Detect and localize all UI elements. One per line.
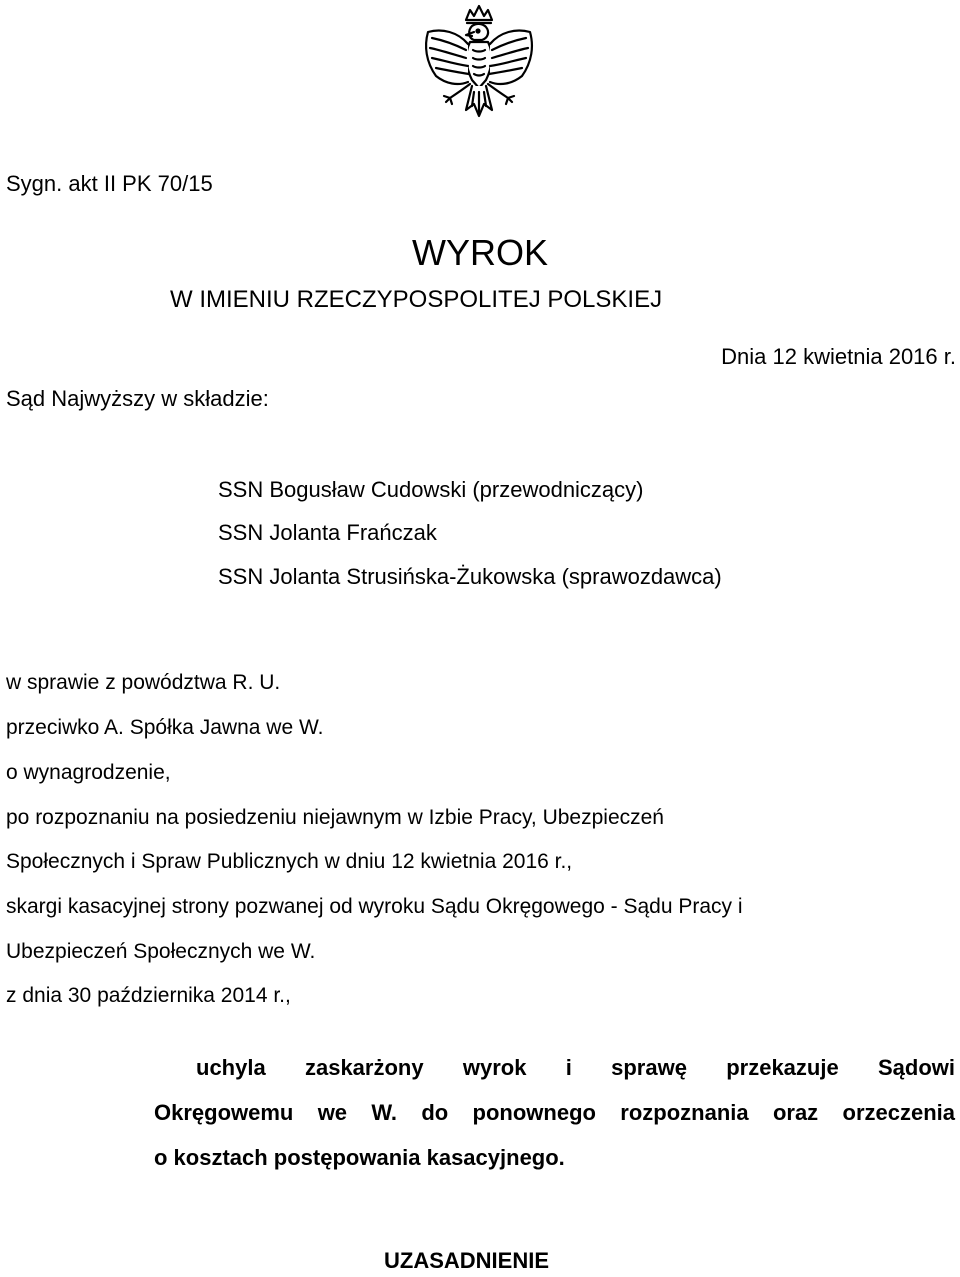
composition-label: Sąd Najwyższy w składzie: [6, 386, 269, 411]
case-line-appeal-date: z dnia 30 października 2014 r., [6, 984, 291, 1007]
ruling-line: o kosztach postępowania kasacyjnego. [154, 1145, 565, 1170]
judge-member: SSN Jolanta Frańczak [218, 520, 437, 545]
judgment-date: Dnia 12 kwietnia 2016 r. [721, 344, 956, 369]
document-subtitle: W IMIENIU RZECZYPOSPOLITEJ POLSKIEJ [170, 286, 663, 313]
case-line-hearing-cont: Społecznych i Spraw Publicznych w dniu 12 kwietnia 2016 r., [6, 850, 573, 873]
polish-eagle-emblem-icon [412, 2, 546, 136]
case-line-appeal-cont: Ubezpieczeń Społecznych we W. [6, 940, 316, 963]
ruling-line: Okręgowemu we W. do ponownego rozpoznania oraz orzeczenia [154, 1100, 955, 1125]
document-title: WYROK [411, 232, 548, 273]
case-line-appeal: skargi kasacyjnej strony pozwanej od wyroku Sądu Okręgowego - Sądu Pracy i [6, 895, 743, 918]
judge-presiding: SSN Bogusław Cudowski (przewodniczący) [218, 477, 644, 502]
case-line-plaintiff: w sprawie z powództwa R. U. [6, 671, 281, 694]
case-line-subject: o wynagrodzenie, [6, 761, 171, 784]
judge-rapporteur: SSN Jolanta Strusińska-Żukowska (sprawozdawca) [218, 564, 722, 589]
ruling-line: uchyla zaskarżony wyrok i sprawę przekazuje Sądowi [196, 1055, 955, 1080]
section-heading-justification: UZASADNIENIE [384, 1248, 550, 1273]
case-line-hearing: po rozpoznaniu na posiedzeniu niejawnym w Izbie Pracy, Ubezpieczeń [6, 806, 664, 829]
case-line-defendant: przeciwko A. Spółka Jawna we W. [6, 716, 324, 739]
case-signature: Sygn. akt II PK 70/15 [6, 171, 213, 196]
